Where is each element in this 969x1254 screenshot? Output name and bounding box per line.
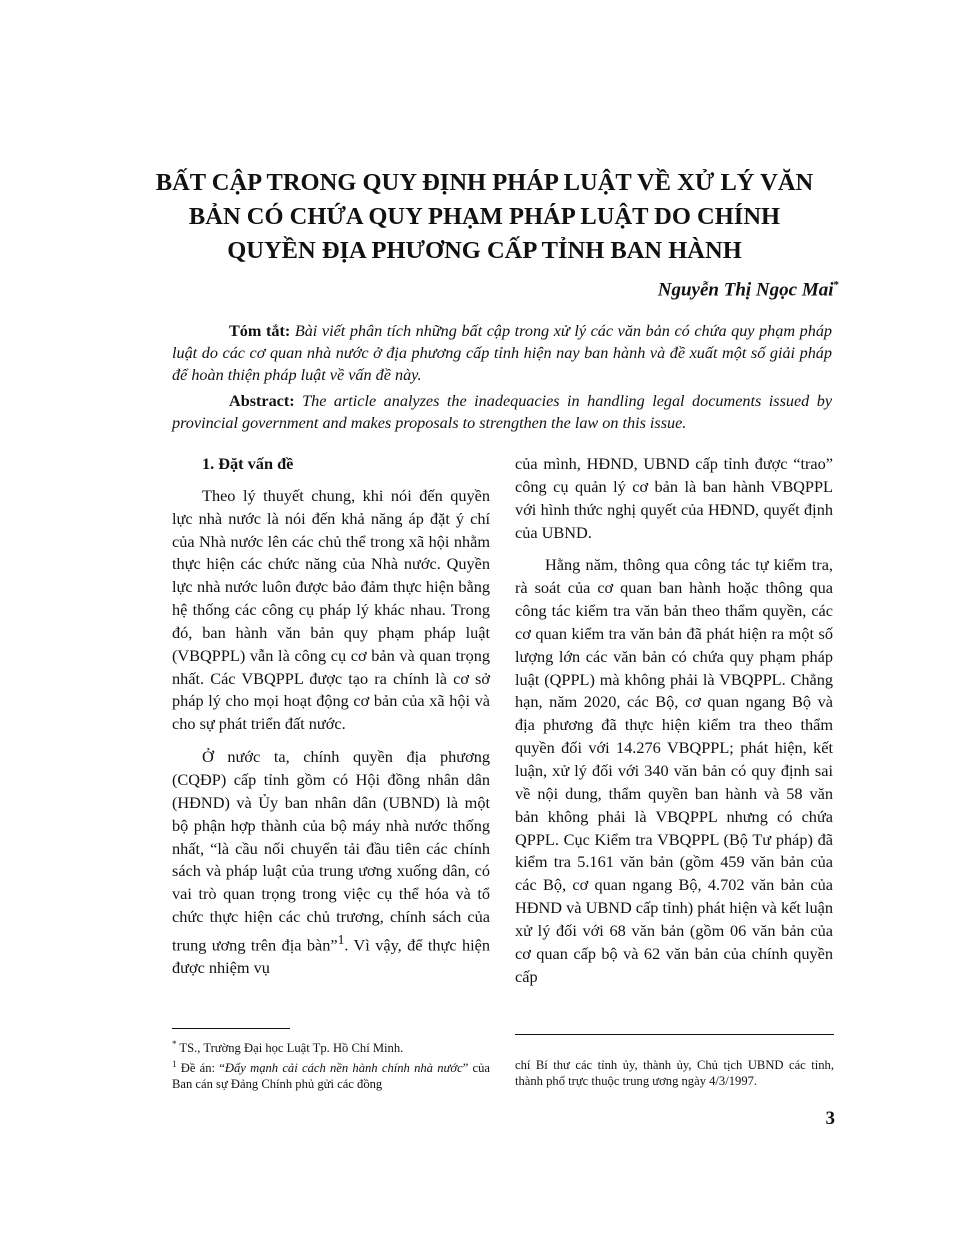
- footnote-author-mark: *: [172, 1039, 177, 1049]
- section-heading: 1. Đặt vấn đề: [202, 454, 294, 473]
- footnote-divider-right: [515, 1034, 834, 1035]
- author-byline: [658, 279, 839, 301]
- footnote-1-continued: chí Bí thư các tỉnh ủy, thành ủy, Chủ tịch UBND các tỉnh, thành phố trực thuộc trung ương ngày 4/3/1997.: [515, 1058, 834, 1088]
- page-number: 3: [825, 1108, 835, 1129]
- title-line-3: QUYỀN ĐỊA PHƯƠNG CẤP TỈNH BAN HÀNH: [227, 237, 742, 264]
- right-paragraph-1: của mình, HĐND, UBND cấp tỉnh được “trao” công cụ quản lý cơ bản là ban hành VBQPPL với hình thức nghị quyết của HĐND, quyết định của UBND.: [515, 454, 833, 542]
- title-line-2: BẢN CÓ CHỨA QUY PHẠM PHÁP LUẬT DO CHÍNH: [188, 203, 781, 230]
- left-paragraph-1: Theo lý thuyết chung, khi nói đến quyền lực nhà nước là nói đến khả năng áp đặt ý chí của Nhà nước lên các chủ thể trong xã hội nhằm thực hiện các chức năng của Nhà nước. Quyền lực nhà nước luôn được bảo đảm thực hiện bằng hệ thống các công cụ pháp lý khác nhau. Trong đó, ban hành văn bản quy phạm pháp luật (VBQPPL) vẫn là công cụ cơ bản và quan trọng nhất. Các VBQPPL được tạo ra chính là cơ sở pháp lý cho mọi hoạt động cơ bản của xã hội và cho sự phát triển đất nước.: [172, 485, 490, 734]
- author-name: Nguyễn Thị Ngọc Mai: [657, 279, 834, 301]
- footnote-1: [172, 1056, 490, 1092]
- author-footnote-mark: *: [833, 279, 839, 291]
- right-paragraph-2: Hằng năm, thông qua công tác tự kiểm tra, rà soát của cơ quan ban hành hoặc thông qua công tác kiểm tra văn bản theo thẩm quyền, các cơ quan kiểm tra văn bản đã phát hiện ra một số lượng lớn các văn bản có chứa quy phạm pháp luật (QPPL) mà không phải là VBQPPL. Chẳng hạn, năm 2020, các Bộ, cơ quan ngang Bộ và địa phương đã thực hiện kiểm tra theo thẩm quyền đối với 14.276 VBQPPL; phát hiện, kết luận, xử lý đối với 340 văn bản có quy định sai về nội dung, thẩm quyền ban hành và 58 văn bản không phải là VBQPPL nhưng có chứa QPPL. Cục Kiểm tra VBQPPL (Bộ Tư pháp) đã kiểm tra 5.161 văn bản (gồm 459 văn bản của các Bộ, cơ quan ngang Bộ, 4.702 văn bản của HĐND và UBND cấp tỉnh) phát hiện và kết luận xử lý đối với 68 văn bản (gồm 06 văn bản của cơ quan cấp bộ và 62 văn bản của chính quyền cấp: [515, 555, 833, 986]
- article-title: [150, 166, 819, 268]
- abstract-english: [172, 390, 832, 434]
- footnote-1-suffix: ” của Ban cán sự Đảng Chính phủ gửi các đồng: [172, 1061, 490, 1092]
- summary-vietnamese: [172, 320, 832, 386]
- abstract-text: The article analyzes the inadequacies in handling legal documents issued by provincial government and makes proposals to strengthen the law on this issue.: [172, 392, 833, 432]
- footnotes-left: [172, 1036, 490, 1092]
- right-column: [515, 453, 833, 988]
- footnote-author: [172, 1036, 490, 1056]
- left-column: [172, 453, 490, 980]
- left-paragraph-2-tail: . Vì vậy, để thực hiện được nhiệm vụ: [172, 935, 490, 978]
- abstract-label: Abstract:: [229, 392, 295, 410]
- footnote-1-italic: Đẩy mạnh cải cách nền hành chính nhà nước: [224, 1061, 463, 1076]
- footnote-divider-left: [172, 1028, 290, 1029]
- left-paragraph-2-text: Ở nước ta, chính quyền địa phương (CQĐP) cấp tỉnh gồm có Hội đồng nhân dân (HĐND) và Ủy ban nhân dân (UBND) là một bộ phận hợp thành của bộ máy nhà nước thống nhất, “là cầu nối chuyển tải đầu tiên các chính sách và pháp luật của trung ương xuống dân, có vai trò quan trọng trong việc cụ thể hóa và tổ chức thực hiện các chủ trương, chính sách của trung ương trên địa bàn”: [172, 747, 490, 955]
- footnote-ref-1[interactable]: 1: [337, 931, 345, 947]
- footnote-1-prefix: Đề án: “: [176, 1061, 225, 1076]
- summary-text: Bài viết phân tích những bất cập trong xử lý các văn bản có chứa quy phạm pháp luật do các cơ quan nhà nước ở địa phương cấp tỉnh hiện nay ban hành và đề xuất một số giải pháp để hoàn thiện pháp luật về vấn đề này.: [172, 322, 833, 384]
- title-line-1: BẤT CẬP TRONG QUY ĐỊNH PHÁP LUẬT VỀ XỬ LÝ VĂN: [155, 169, 814, 196]
- summary-label: Tóm tắt:: [229, 322, 291, 340]
- footnote-1-mark: 1: [172, 1059, 177, 1070]
- left-paragraph-2: [172, 746, 490, 980]
- footnote-author-text: TS., Trường Đại học Luật Tp. Hồ Chí Minh.: [176, 1041, 404, 1056]
